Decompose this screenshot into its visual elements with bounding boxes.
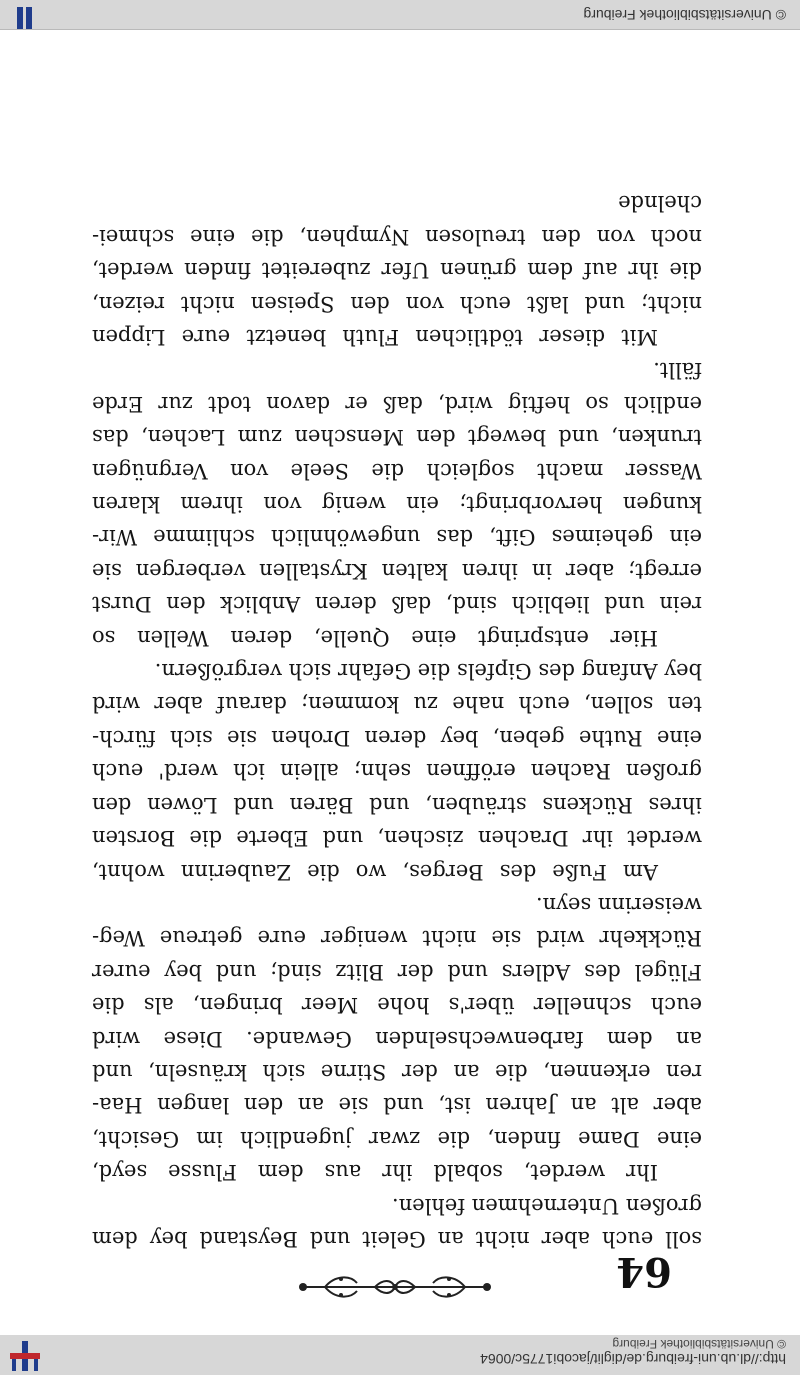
text-line: großen Rachen eröffnen sehn; allein ich werd' euch: [92, 759, 702, 784]
text-line: bey Anfang des Gipfels die Gefahr sich vergrößern.: [154, 659, 702, 684]
university-logo-small-icon: [14, 7, 36, 29]
page-url-link[interactable]: http://dl.ub.uni-freiburg.de/diglit/jacobi1775c/0064: [480, 1351, 786, 1367]
text-line: trunken, und bewegt den Menschen zum Lachen, das: [92, 425, 702, 450]
viewer-footer-bar: [0, 0, 800, 30]
text-line: Wasser macht sogleich die Seele von Vergnügen: [92, 458, 702, 483]
copyright-note-top: © Universitätsbibliothek Freiburg: [612, 1337, 786, 1351]
text-line: endlich so heftig wird, daß er davon todt zur Erde: [92, 391, 702, 416]
text-line: aber alt an Jahren ist, und sie an den langen Haa-: [92, 1093, 702, 1118]
text-line: Am Fuße des Berges, wo die Zauberinn wohnt,: [92, 859, 658, 884]
text-line: Mit dieser tödtlichen Fluth benetzt eure Lippen: [92, 325, 658, 350]
text-line: ren erkennen, die an der Stirne sich kräuseln, und: [92, 1059, 702, 1084]
text-line: Hier entspringt eine Quelle, deren Wellen so: [92, 625, 658, 650]
text-line: Rückkehr wird sie nicht weniger eure getreue Weg-: [92, 926, 702, 951]
text-line: Flügel des Adlers und der Blitz sind; und bey eurer: [92, 959, 702, 984]
text-line: soll euch aber nicht an Geleit und Beystand bey dem: [92, 1227, 702, 1251]
page-body-text: [92, 186, 702, 1255]
copyright-note: © Universitätsbibliothek Freiburg: [583, 7, 786, 23]
page-number: 64: [616, 1248, 672, 1295]
text-line: rein und lieblich sind, daß deren Anblick den Durst: [92, 592, 702, 617]
text-line: eine Ruthe geben, bey deren Drohen sie sich fürch-: [92, 725, 702, 750]
text-line: an dem farbenwechselnden Gewande. Diese wird: [92, 1026, 702, 1051]
scanned-page: [0, 30, 800, 1335]
text-line: großen Unternehmen fehlen.: [392, 1193, 702, 1218]
text-line: ten sollen, euch nahe zu kommen; darauf aber wird: [92, 692, 702, 717]
text-line: werdet ihr Drachen zischen, und Eberte die Borsten: [92, 826, 702, 851]
text-line: chelnde: [618, 191, 702, 216]
text-line: euch schneller über's hohe Meer bringen, als die: [92, 993, 702, 1018]
printer-ornament-icon: [295, 1269, 495, 1305]
text-line: weiserinn seyn.: [535, 892, 702, 917]
text-line: ein geheimes Gift, das ungewöhnlich schlimme Wir-: [92, 525, 702, 550]
text-line: erregt; aber in ihren kalten Krystallen verbergen sie: [92, 558, 702, 583]
text-line: eine Dame finden, die zwar jugendlich im Gesicht,: [92, 1126, 702, 1151]
text-line: noch von den treulosen Nymphen, die eine schmei-: [92, 224, 702, 249]
university-logo-icon: [10, 1341, 40, 1371]
text-line: fällt.: [653, 358, 702, 383]
text-line: die ihr auf dem grünen Ufer zubereitet finden werdet,: [92, 258, 702, 283]
text-line: nicht; und laßt euch von den Speisen nicht reizen,: [92, 291, 702, 316]
text-line: ihres Rückens sträuben, und Bären und Löwen den: [92, 792, 702, 817]
text-line: kungen hervorbringt; ein wenig von ihrem klaren: [92, 492, 702, 517]
text-line: Ihr werdet, sobald ihr aus dem Flusse seyd,: [92, 1160, 658, 1185]
